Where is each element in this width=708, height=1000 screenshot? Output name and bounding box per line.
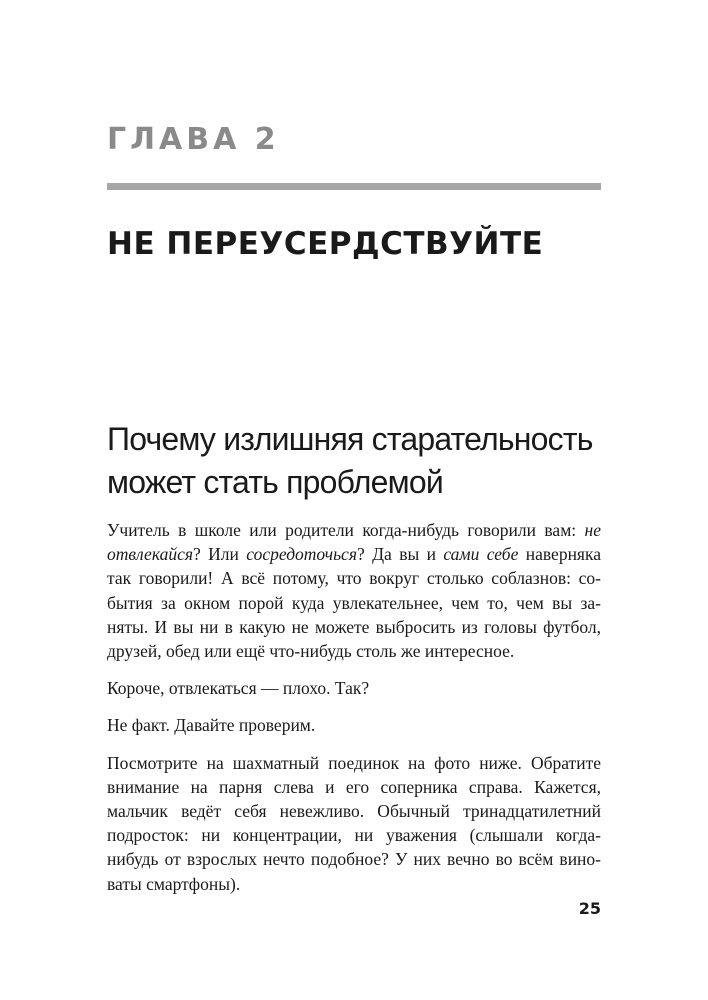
italic-run: отвлекайся: [107, 544, 193, 565]
paragraph-4: [107, 751, 601, 896]
paragraph-4-line-2: внимание на парня слева и его соперника справа. Кажется,: [107, 776, 601, 797]
page-number: 25: [578, 899, 601, 918]
italic-run: сосредоточься: [246, 544, 357, 565]
paragraph-1: [107, 518, 601, 663]
paragraph-2: Короче, отвлекаться — плохо. Так?: [107, 678, 370, 699]
text-run: Учитель в школе или родители когда-нибудь говорили вам:: [107, 520, 585, 540]
italic-run: не: [584, 520, 601, 540]
paragraph-4-line-3: мальчик ведёт себя невежливо. Обычный тринадцатилетний: [107, 801, 601, 822]
paragraph-1-line-1: [107, 518, 601, 542]
chapter-title: НЕ ПЕРЕУСЕРДСТВУЙТЕ: [107, 226, 544, 262]
chapter-label: ГЛАВА 2: [107, 122, 280, 157]
paragraph-1-line-4: бытия за окном порой куда увлекательнее, чем то, чем вы за-: [107, 592, 601, 613]
text-run: наверняка: [518, 544, 601, 565]
section-heading: [107, 418, 607, 504]
paragraph-4-line-4: подросток: ни концентрации, ни уважения (слышали когда-: [107, 825, 601, 846]
paragraph-1-line-2: [107, 542, 601, 566]
paragraph-3: Не факт. Давайте проверим.: [107, 715, 316, 736]
chapter-divider: [107, 183, 601, 190]
paragraph-4-line-1: Посмотрите на шахматный поединок на фото ниже. Обратите: [107, 752, 601, 773]
paragraph-1-line-5: няты. И вы ни в какую не можете выбросить из головы футбол,: [107, 616, 601, 637]
text-run: ? Да вы и: [356, 544, 444, 565]
text-run: ? Или: [192, 544, 247, 565]
paragraph-1-line-6: друзей, обед или ещё что-нибудь столь же интересное.: [107, 641, 515, 662]
section-heading-line-2: может стать проблемой: [107, 464, 443, 500]
italic-run: сами себе: [443, 544, 519, 565]
section-heading-line-1: Почему излишняя старательность: [107, 421, 593, 457]
body-text: [107, 518, 601, 909]
paragraph-4-line-6: ваты смартфоны).: [107, 873, 241, 894]
paragraph-1-line-3: так говорили! А всё потому, что вокруг столько соблазнов: со-: [107, 568, 601, 589]
paragraph-4-line-5: нибудь от взрослых нечто подобное? У них вечно во всём вино-: [107, 849, 601, 870]
